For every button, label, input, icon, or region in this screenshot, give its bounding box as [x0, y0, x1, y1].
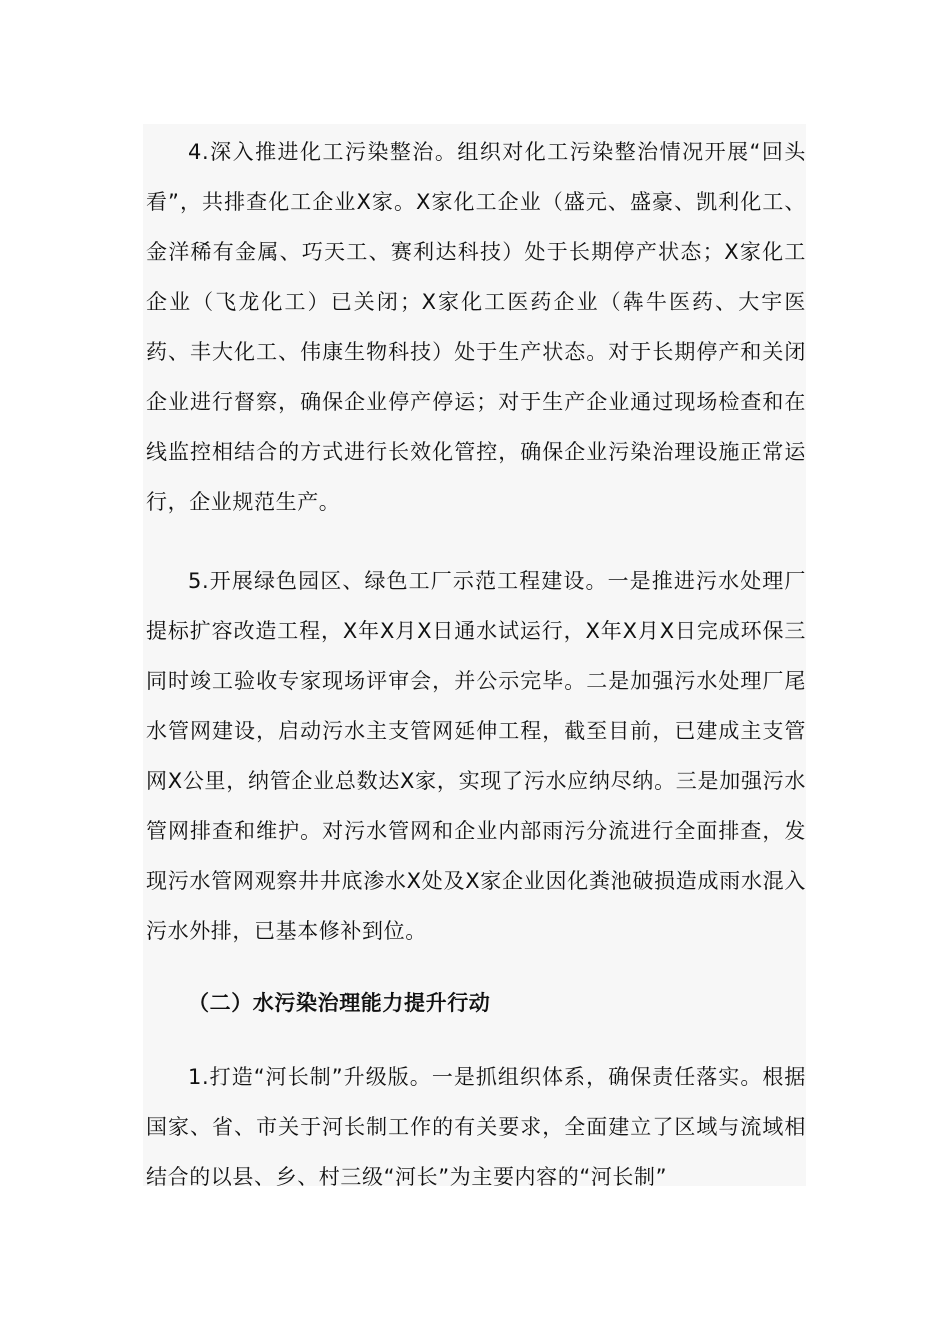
paragraph-spacer: [146, 956, 806, 978]
document-body: [146, 124, 806, 1202]
section-heading: （二）水污染治理能力提升行动: [188, 991, 491, 1015]
paragraph-spacer: [146, 1028, 806, 1052]
paragraph-spacer: [146, 527, 806, 556]
paragraph-item-5: 5.开展绿色园区、绿色工厂示范工程建设。一是推进污水处理厂提标扩容改造工程，X年X月X日通水试运行，X年X月X日完成环保三同时竣工验收专家现场评审会，并公示完毕。二是加强污水处理厂尾水管网建设，启动污水主支管网延伸工程，截至目前，已建成主支管网X公里，纳管企业总数达X家，实现了污水应纳尽纳。三是加强污水管网排查和维护。对污水管网和企业内部雨污分流进行全面排查，发现污水管网观察井井底渗水X处及X家企业因化粪池破损造成雨水混入污水外排，已基本修补到位。: [146, 569, 806, 943]
paragraph-item-4: 4.深入推进化工污染整治。组织对化工污染整治情况开展“回头看”，共排查化工企业X家。X家化工企业（盛元、盛豪、凯利化工、金洋稀有金属、巧天工、赛利达科技）处于长期停产状态；X家化工企业（飞龙化工）已关闭；X家化工医药企业（犇牛医药、大宇医药、丰大化工、伟康生物科技）处于生产状态。对于长期停产和关闭企业进行督察，确保企业停产停运；对于生产企业通过现场检查和在线监控相结合的方式进行长效化管控，确保企业污染治理设施正常运行，企业规范生产。: [146, 140, 806, 514]
paragraph-item-1: 1.打造“河长制”升级版。一是抓组织体系，确保责任落实。根据国家、省、市关于河长制工作的有关要求，全面建立了区域与流域相结合的以县、乡、村三级“河长”为主要内容的“河长制”: [146, 1065, 806, 1189]
